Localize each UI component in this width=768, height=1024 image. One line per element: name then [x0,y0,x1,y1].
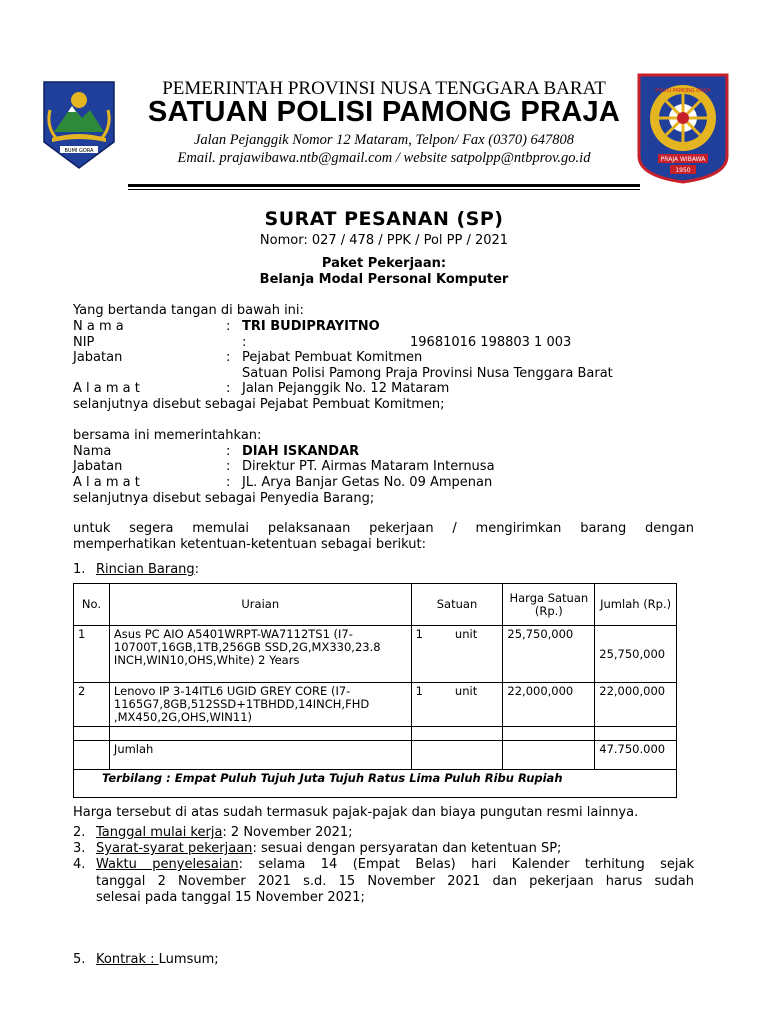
table-empty-row [74,727,677,741]
letterhead-rule-thin [128,189,640,190]
signer-position: Pejabat Pembuat Komitmen [242,350,423,365]
row-total: 22,000,000 [595,683,677,727]
row-unit [411,626,503,683]
term-contract [96,952,219,968]
row-no: 2 [74,683,110,727]
colon: : [226,381,231,396]
package-name: Belanja Modal Personal Komputer [259,272,509,287]
header-unit: Satuan [411,584,503,626]
vendor-position-label: Jabatan [73,459,123,474]
row-price: 22,000,000 [503,683,595,727]
row-qty: 1 [415,627,423,641]
term-text: : sesuai dengan persyaratan dan ketentuan SP; [252,841,562,856]
term-label: Waktu penyelesaian [96,857,239,872]
right-logo-arc-text: POLISI PAMONG PRAJA [655,88,711,94]
vendor-intro: bersama ini memerintahkan: [73,428,262,443]
vendor-position: Direktur PT. Airmas Mataram Internusa [242,459,495,474]
document-title: SURAT PESANAN (SP) [264,208,504,230]
organization-name: SATUAN POLISI PAMONG PRAJA [147,96,621,128]
section-heading [96,562,199,578]
table-row [74,626,677,683]
signer-intro: Yang bertanda tangan di bawah ini: [73,303,304,318]
header-price: Harga Satuan (Rp.) [503,584,595,626]
table-header-row [74,584,677,626]
header-total: Jumlah (Rp.) [595,584,677,626]
term-text: : selama 14 (Empat Belas) hari Kalender terhitung sejak [238,857,694,872]
signer-position-org: Satuan Polisi Pamong Praja Provinsi Nusa Tenggara Barat [242,366,613,381]
term-number: 4. [73,857,86,872]
term-start [96,825,353,841]
right-logo-motto: PRAJA WIBAWA [660,156,706,163]
row-unit-name: unit [454,684,478,698]
row-price: 25,750,000 [503,626,595,683]
colon: : [226,319,231,334]
row-unit [411,683,503,727]
colon: : [226,459,231,474]
vendor-name: DIAH ISKANDAR [242,444,360,459]
header-desc: Uraian [109,584,411,626]
term-number: 5. [73,952,86,967]
signer-name-label: N a m a [73,319,124,334]
office-address: Jalan Pejanggik Nomor 12 Mataram, Telpon/ Fax (0370) 647808 [193,132,575,148]
signer-outro: selanjutnya disebut sebagai Pejabat Pembuat Komitmen; [73,397,445,412]
table-spelled-row [74,770,677,798]
left-logo-ribbon-text: BUMI GORA [64,148,94,154]
term-text: : 2 November 2021; [222,825,353,840]
signer-name: TRI BUDIPRAYITNO [242,319,380,334]
table-row [74,683,677,727]
colon: : [226,444,231,459]
term-requirements [96,841,561,857]
signer-nip-label: NIP [73,335,95,350]
document-number: Nomor: 027 / 478 / PPK / Pol PP / 2021 [259,233,509,248]
term-label: Tanggal mulai kerja [96,825,223,840]
right-logo-year: 1950 [675,167,691,174]
section-heading-suffix: : [194,562,200,577]
row-total: 25,750,000 [595,626,677,683]
price-note: Harga tersebut di atas sudah termasuk pajak-pajak dan biaya pungutan resmi lainnya. [73,805,639,820]
signer-address: Jalan Pejanggik No. 12 Mataram [242,381,450,396]
vendor-outro: selanjutnya disebut sebagai Penyedia Barang; [73,491,375,506]
term-label: Syarat-syarat pekerjaan [96,841,253,856]
term-duration-line-3: selesai pada tanggal 15 November 2021; [96,890,365,905]
table-sum-row [74,741,677,770]
section-number: 1. [73,562,86,577]
vendor-address-label: A l a m a t [73,475,140,490]
row-qty: 1 [415,684,423,698]
term-number: 3. [73,841,86,856]
section-heading-label: Rincian Barang [96,562,195,577]
term-number: 2. [73,825,86,840]
vendor-name-label: Nama [73,444,112,459]
items-table [73,583,677,798]
vendor-address: JL. Arya Banjar Getas No. 09 Ampenan [242,475,493,490]
term-duration [96,857,694,873]
sum-value: 47.750.000 [595,741,677,770]
colon: : [226,475,231,490]
instruction-line-1: untuk segera memulai pelaksanaan pekerjaan / mengirimkan barang dengan [73,521,694,536]
letterhead-rule-thick [128,184,640,187]
signer-address-label: A l a m a t [73,381,140,396]
satpol-pp-wheel-emblem-icon [636,72,730,184]
colon: : [242,335,247,350]
header-no: No. [74,584,110,626]
government-name: PEMERINTAH PROVINSI NUSA TENGGARA BARAT [162,78,606,99]
signer-position-label: Jabatan [73,350,123,365]
term-duration-line-2: tanggal 2 November 2021 s.d. 15 November 2021 dan pekerjaan harus sudah [96,874,694,889]
office-contact: Email. prajawibawa.ntb@gmail.com / website satpolpp@ntbprov.go.id [177,150,591,166]
colon: : [226,350,231,365]
package-label: Paket Pekerjaan: [321,256,447,271]
row-no: 1 [74,626,110,683]
term-label: Kontrak : [96,952,159,967]
row-unit-name: unit [454,627,478,641]
instruction-line-2: memperhatikan ketentuan-ketentuan sebagai berikut: [73,537,426,552]
sum-label: Jumlah [109,741,411,770]
row-desc: Lenovo IP 3-14ITL6 UGID GREY CORE (I7-1165G7,8GB,512SSD+1TBHDD,14INCH,FHD ,MX450,2G,OHS,WIN11) [109,683,411,727]
signer-nip: 19681016 198803 1 003 [410,335,572,350]
row-desc: Asus PC AIO A5401WRPT-WA7112TS1 (I7-10700T,16GB,1TB,256GB SSD,2G,MX330,23.8 INCH,WIN10,OHS,White) 2 Years [109,626,411,683]
term-text: Lumsum; [158,952,219,967]
spelled-amount: Terbilang : Empat Puluh Tujuh Juta Tujuh Ratus Lima Puluh Ribu Rupiah [74,770,677,798]
